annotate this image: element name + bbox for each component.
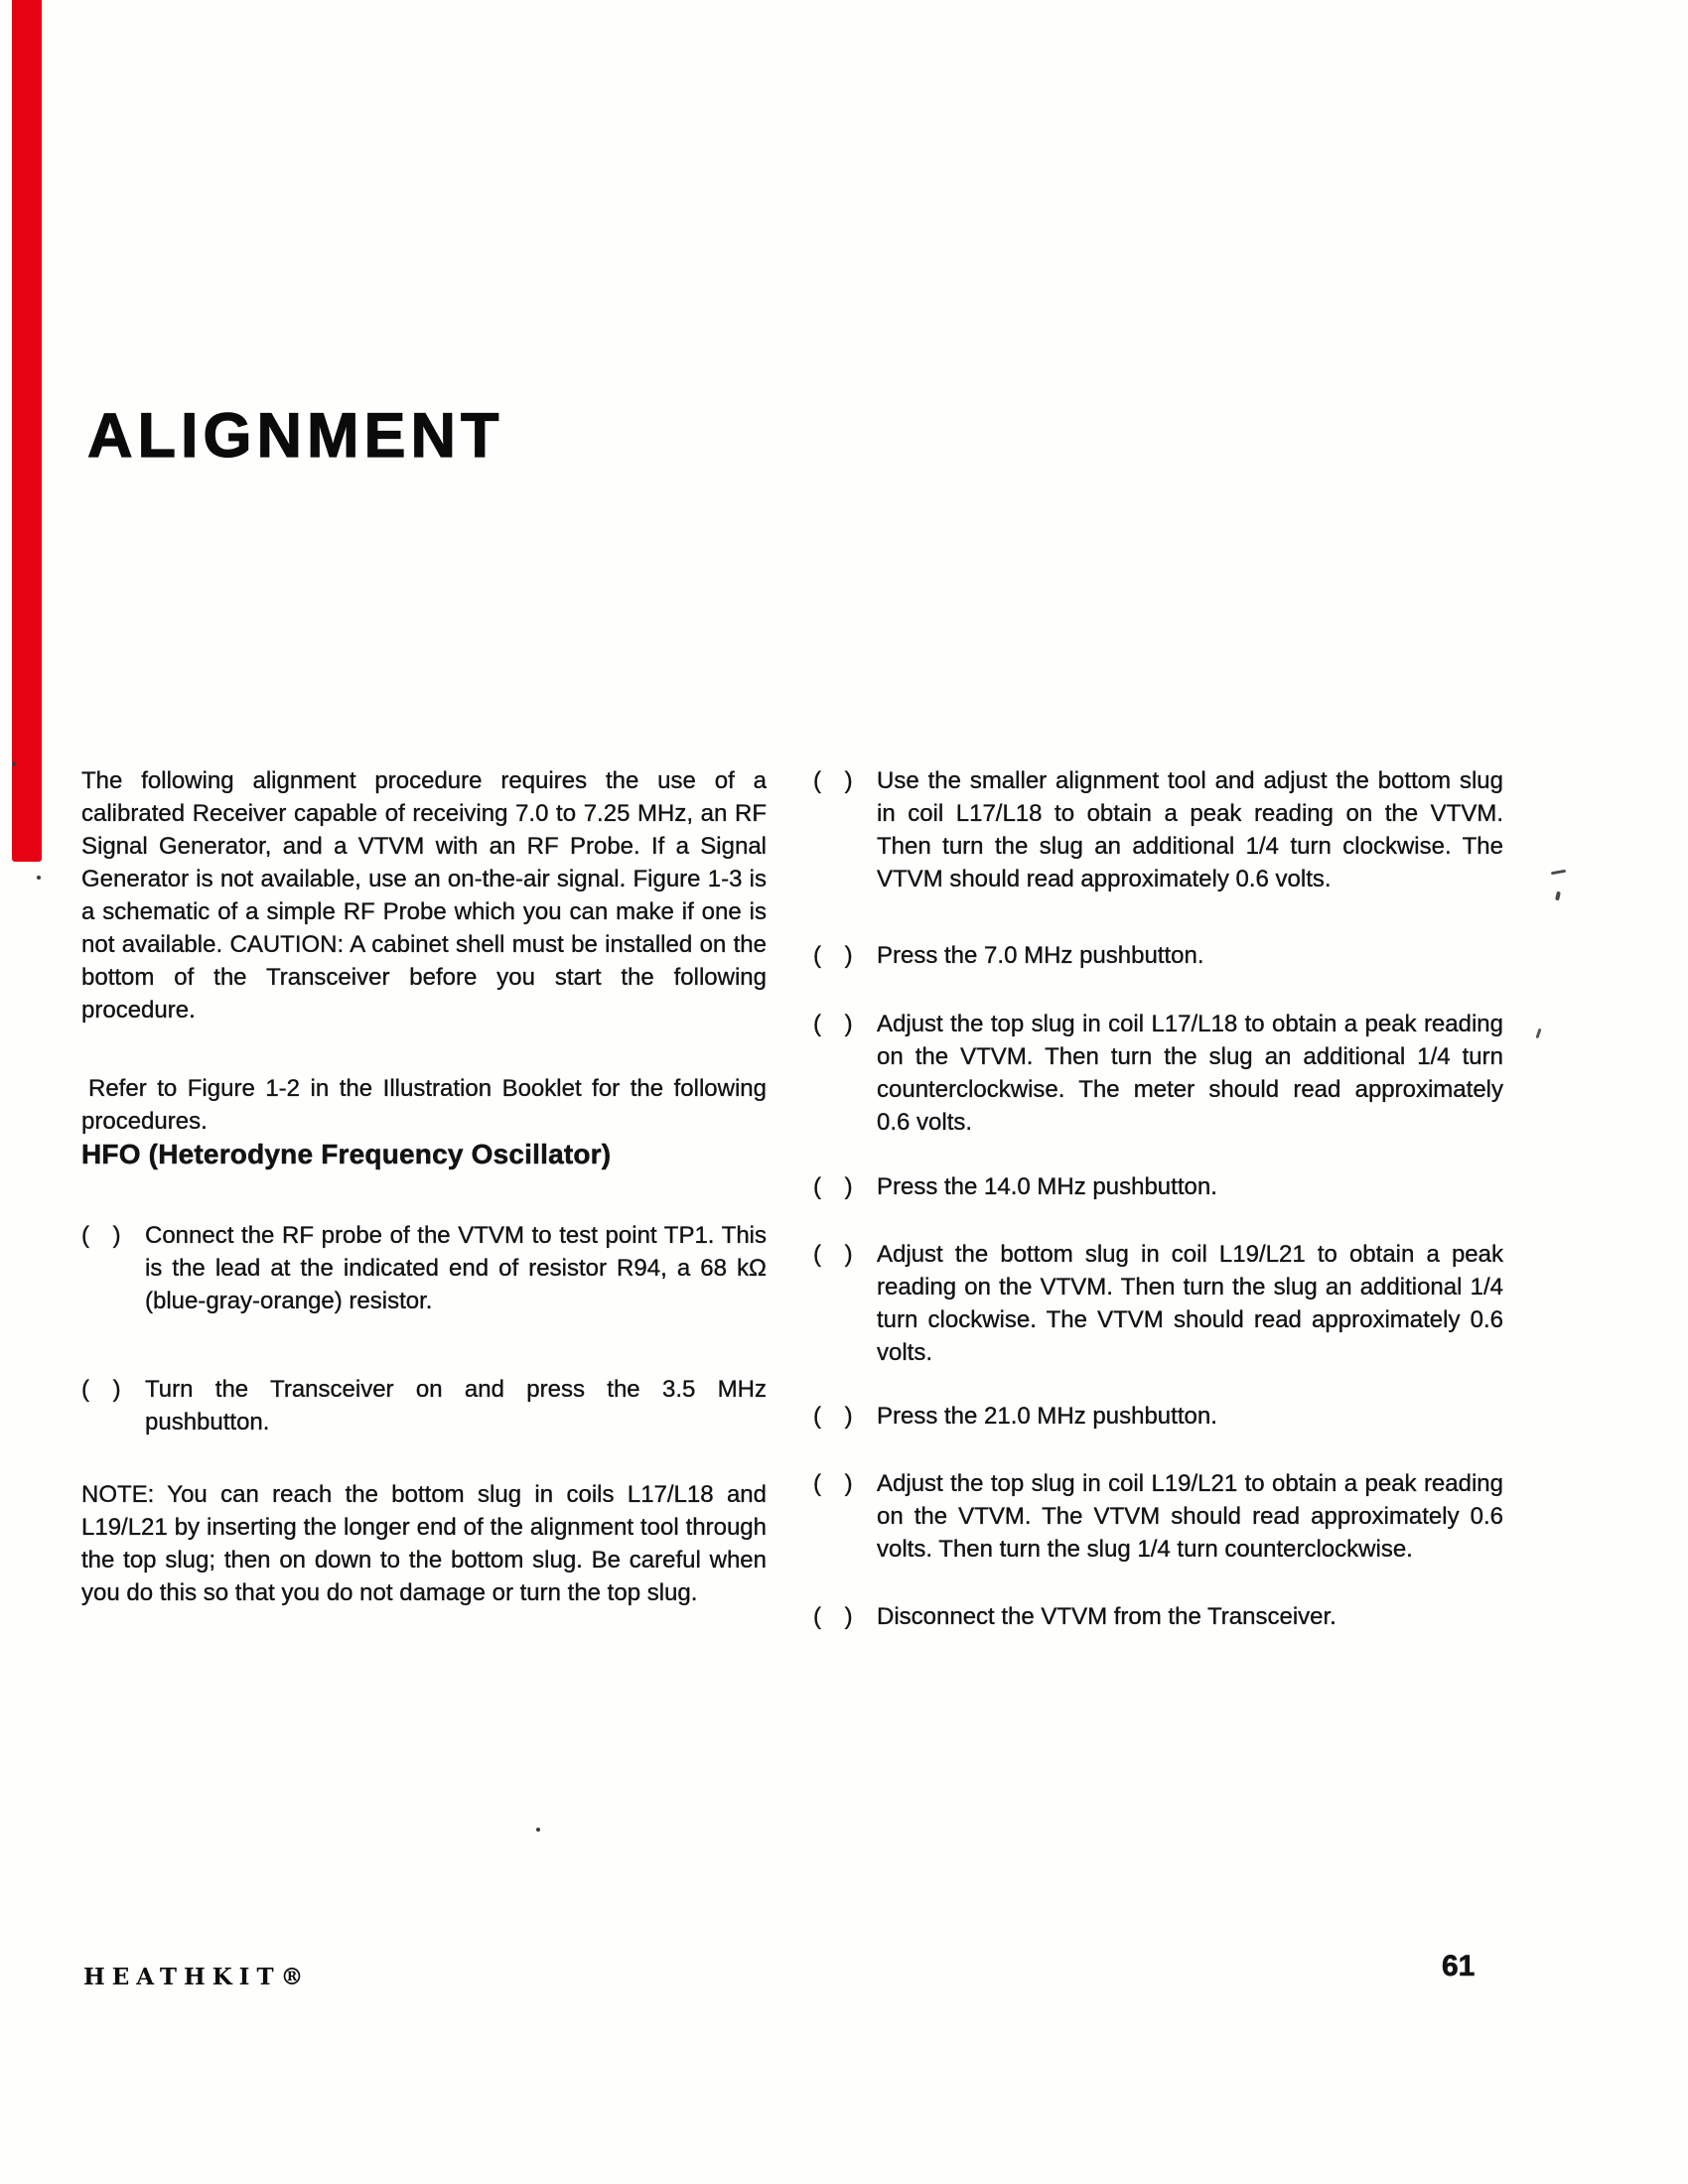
checkbox-marker: ( ) xyxy=(813,1241,853,1268)
scan-artifact xyxy=(1555,891,1561,901)
heathkit-logo: HEATHKIT® xyxy=(83,1964,311,1990)
checkbox-marker: ( ) xyxy=(813,1470,853,1497)
checklist-item xyxy=(813,1467,1503,1566)
checkbox-marker: ( ) xyxy=(813,1403,853,1430)
checklist-item xyxy=(813,1008,1503,1139)
checklist-item xyxy=(813,1238,1503,1369)
left-column xyxy=(81,764,767,1609)
checklist-item-text: Press the 7.0 MHz pushbutton. xyxy=(877,942,1204,969)
checkbox-marker: ( ) xyxy=(813,1173,853,1200)
checklist-item xyxy=(81,1373,767,1438)
checklist-item xyxy=(813,939,1503,972)
checklist-item xyxy=(813,764,1503,895)
refer-paragraph: Refer to Figure 1-2 in the Illustration Booklet for the following procedures. xyxy=(81,1075,767,1135)
checklist-item-text: Use the smaller alignment tool and adjust the bottom slug in coil L17/L18 to obtain a peak reading on the VTVM. Then turn the slug an additional 1/4 turn clockwise. The VTVM should read approximately 0.6 volts. xyxy=(877,767,1503,892)
note-paragraph: NOTE: You can reach the bottom slug in coils L17/L18 and L19/L21 by inserting the longer end of the alignment tool through the top slug; then on down to the bottom slug. Be careful when you do this so that you do not damage or turn the top slug. xyxy=(81,1481,767,1606)
scan-artifact xyxy=(536,1828,540,1832)
section-heading-hfo: HFO (Heterodyne Frequency Oscillator) xyxy=(81,1139,612,1169)
checklist-item-text: Adjust the top slug in coil L17/L18 to obtain a peak reading on the VTVM. Then turn the slug an additional 1/4 turn counterclockwise. The meter should read approximately 0.6 volts. xyxy=(877,1011,1503,1136)
right-column xyxy=(813,764,1503,1633)
checkbox-marker: ( ) xyxy=(813,1011,853,1037)
checkbox-marker: ( ) xyxy=(813,1603,853,1630)
checklist-item xyxy=(813,1170,1503,1203)
intro-paragraph: The following alignment procedure requires the use of a calibrated Receiver capable of receiving 7.0 to 7.25 MHz, an RF Signal Generator, and a VTVM with an RF Probe. If a Signal Generator is not available, use an on-the-air signal. Figure 1-3 is a schematic of a simple RF Probe which you can make if one is not available. CAUTION: A cabinet shell must be installed on the bottom of the Transceiver before you start the following procedure. xyxy=(81,767,767,1024)
scan-artifact xyxy=(12,761,16,766)
checkbox-marker: ( ) xyxy=(813,767,853,794)
checkbox-marker: ( ) xyxy=(81,1376,121,1403)
checklist-item xyxy=(813,1600,1503,1633)
scan-artifact xyxy=(1536,1028,1542,1038)
scan-artifact xyxy=(1551,870,1566,876)
checklist-item-text: Press the 14.0 MHz pushbutton. xyxy=(877,1173,1217,1200)
checkbox-marker: ( ) xyxy=(81,1222,121,1249)
page-number: 61 xyxy=(1442,1950,1476,1982)
page-title: ALIGNMENT xyxy=(87,401,504,471)
checkbox-marker: ( ) xyxy=(813,942,853,969)
red-margin-stripe xyxy=(12,0,42,862)
checklist-item xyxy=(81,1219,767,1317)
scan-artifact xyxy=(37,876,41,880)
checklist-item-text: Adjust the top slug in coil L19/L21 to obtain a peak reading on the VTVM. The VTVM should read approximately 0.6 volts. Then turn the slug 1/4 turn counterclockwise. xyxy=(877,1470,1503,1563)
checklist-item-text: Press the 21.0 MHz pushbutton. xyxy=(877,1403,1217,1430)
checklist-item-text: Adjust the bottom slug in coil L19/L21 to obtain a peak reading on the VTVM. Then turn the slug an additional 1/4 turn clockwise. The VTVM should read approximately 0.6 volts. xyxy=(877,1241,1503,1366)
checklist-item-text: Turn the Transceiver on and press the 3.5 MHz pushbutton. xyxy=(145,1376,767,1435)
checklist-item-text: Connect the RF probe of the VTVM to test point TP1. This is the lead at the indicated end of resistor R94, a 68 kΩ (blue-gray-orange) resistor. xyxy=(145,1222,767,1314)
checklist-item xyxy=(813,1400,1503,1433)
checklist-item-text: Disconnect the VTVM from the Transceiver. xyxy=(877,1603,1336,1630)
